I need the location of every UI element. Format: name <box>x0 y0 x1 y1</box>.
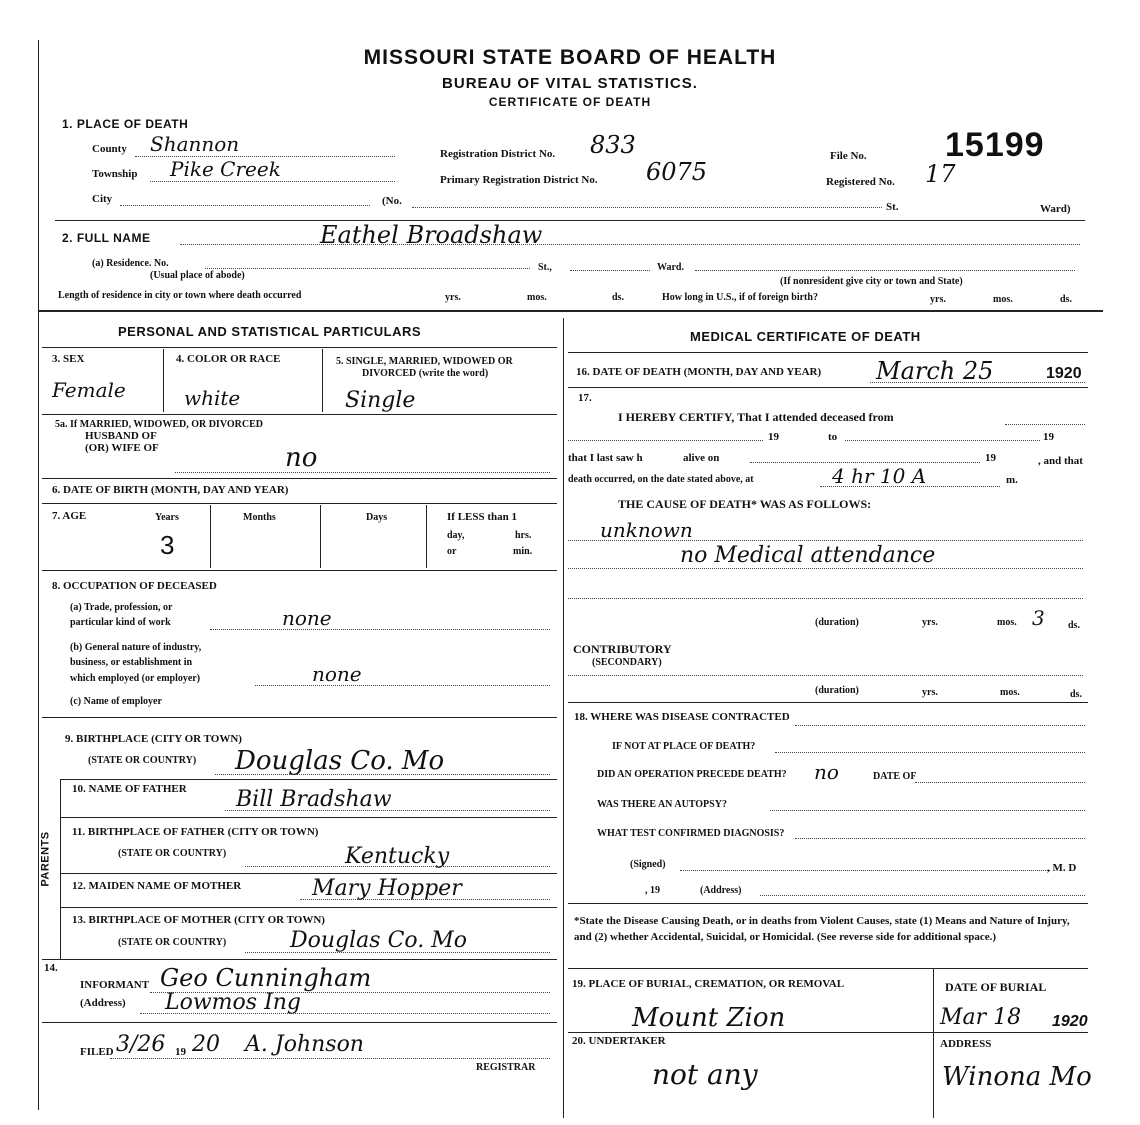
informant-label: INFORMANT <box>80 979 150 991</box>
file-no-value: 15199 <box>945 126 1045 164</box>
spouse-label-1: 5a. If MARRIED, WIDOWED, OR DIVORCED <box>55 419 263 430</box>
spouse-label-2: HUSBAND OF <box>85 430 157 442</box>
trade-label-1: (a) Trade, profession, or <box>70 602 173 613</box>
length-yrs-label: yrs. <box>445 292 461 303</box>
age-label: 7. AGE <box>52 510 87 522</box>
mother-birthplace-label: 13. BIRTHPLACE OF MOTHER (CITY OR TOWN) <box>72 914 325 926</box>
less-day-label: day, <box>447 530 465 541</box>
full-name-label: 2. FULL NAME <box>62 231 151 245</box>
duration-mos-value: 3 <box>1032 606 1045 630</box>
duration-ds-label-2: ds. <box>1070 689 1082 700</box>
father-birthplace-label: 11. BIRTHPLACE OF FATHER (CITY OR TOWN) <box>72 826 319 838</box>
and-that-label: , and that <box>1038 455 1083 467</box>
sex-value: Female <box>52 378 126 402</box>
place-of-death-label: 1. PLACE OF DEATH <box>62 117 189 131</box>
reg-district-value: 833 <box>590 131 636 159</box>
undertaker-label: 20. UNDERTAKER <box>572 1035 666 1047</box>
no-label: (No. <box>382 195 402 207</box>
primary-reg-label: Primary Registration District No. <box>440 174 598 186</box>
time-of-death-value: 4 hr 10 A <box>832 464 927 488</box>
filed-date: 3/26 <box>116 1032 166 1057</box>
sex-label: 3. SEX <box>52 353 85 365</box>
birthplace-state-label: (STATE OR COUNTRY) <box>88 755 197 766</box>
industry-label-1: (b) General nature of industry, <box>70 642 202 653</box>
burial-place-value: Mount Zion <box>632 1003 786 1033</box>
ward-label: Ward) <box>1040 203 1071 215</box>
alive-on-label: alive on <box>683 452 720 464</box>
burial-place-label: 19. PLACE OF BURIAL, CREMATION, OR REMOVAL <box>572 978 845 990</box>
date-of-label: DATE OF <box>873 771 917 782</box>
duration-mos-label-2: mos. <box>1000 687 1020 698</box>
file-no-label: File No. <box>830 150 867 162</box>
city-label: City <box>92 193 113 205</box>
to-label: to <box>828 431 838 443</box>
contributory-label: CONTRIBUTORY <box>573 642 672 656</box>
date-of-death-label: 16. DATE OF DEATH (MONTH, DAY AND YEAR) <box>576 366 822 378</box>
father-value: Bill Bradshaw <box>236 787 392 812</box>
years-label: Years <box>155 512 179 523</box>
length-ds-label: ds. <box>612 292 624 303</box>
age-years-value: 3 <box>160 530 175 560</box>
township-label: Township <box>92 168 138 180</box>
bureau-title: BUREAU OF VITAL STATISTICS. <box>442 75 698 92</box>
board-title: MISSOURI STATE BOARD OF HEALTH <box>363 46 777 69</box>
st-label: St. <box>886 201 899 213</box>
cause-note: *State the Disease Causing Death, or in deaths from Violent Causes, state (1) Means and Nature of Injury, and (2) whether Accidental, Suicidal, or Homicidal. (See reverse side for additional space.) <box>574 915 1070 943</box>
last-saw-label: that I last saw h <box>568 452 643 464</box>
mother-state-label: (STATE OR COUNTRY) <box>118 937 227 948</box>
cause-value-1: unknown <box>600 518 693 542</box>
from-19-label: 19 <box>768 431 779 443</box>
less-than-label: If LESS than 1 <box>447 511 518 523</box>
cause-value-2: no Medical attendance <box>680 543 936 568</box>
duration-mos-label-1: mos. <box>997 617 1017 628</box>
spouse-value: no <box>285 443 318 473</box>
md-label: , M. D <box>1047 862 1077 874</box>
birthplace-label: 9. BIRTHPLACE (CITY OR TOWN) <box>65 733 242 745</box>
marital-value: Single <box>345 388 416 413</box>
death-occurred-label: death occurred, on the date stated above, at <box>568 474 754 485</box>
burial-year-value: 1920 <box>1052 1013 1088 1030</box>
duration-label-1: (duration) <box>815 617 859 628</box>
residence-st-label: St., <box>538 262 552 273</box>
operation-value: no <box>814 760 839 784</box>
cause-label: THE CAUSE OF DEATH* WAS AS FOLLOWS: <box>618 497 872 511</box>
occupation-label: 8. OCCUPATION OF DECEASED <box>52 580 217 592</box>
item-17-label: 17. <box>578 392 592 404</box>
foreign-birth-label: How long in U.S., if of foreign birth? <box>662 292 818 303</box>
duration-ds-label-1: ds. <box>1068 620 1080 631</box>
not-place-label: IF NOT AT PLACE OF DEATH? <box>612 741 756 752</box>
father-birthplace-value: Kentucky <box>345 844 450 869</box>
birthplace-value: Douglas Co. Mo <box>235 746 445 776</box>
father-state-label: (STATE OR COUNTRY) <box>118 848 227 859</box>
signed-address-label: (Address) <box>700 885 742 896</box>
father-label: 10. NAME OF FATHER <box>72 783 187 795</box>
industry-label-2: business, or establishment in <box>70 657 193 668</box>
days-label: Days <box>366 512 388 523</box>
duration-yrs-label-1: yrs. <box>922 617 938 628</box>
residence-label: (a) Residence. No. <box>92 258 169 269</box>
burial-date-label: DATE OF BURIAL <box>945 980 1047 994</box>
time-m-label: m. <box>1006 474 1018 486</box>
color-value: white <box>184 386 241 410</box>
industry-value: none <box>312 662 362 686</box>
to-19-label: 19 <box>1043 431 1054 443</box>
county-value: Shannon <box>150 132 240 156</box>
duration-label-2: (duration) <box>815 685 859 696</box>
mother-birthplace-value: Douglas Co. Mo <box>290 928 468 953</box>
undertaker-value: not any <box>652 1058 758 1091</box>
informant-value: Geo Cunningham <box>160 964 372 992</box>
mother-value: Mary Hopper <box>312 876 462 901</box>
signed-19-label: , 19 <box>645 885 660 896</box>
filed-label: FILED <box>80 1046 114 1058</box>
foreign-yrs-label: yrs. <box>930 294 946 305</box>
date-of-death-value: March 25 <box>876 357 994 385</box>
marital-label-2: DIVORCED (write the word) <box>362 368 489 379</box>
months-label: Months <box>243 512 276 523</box>
primary-reg-value: 6075 <box>646 158 708 186</box>
township-value: Pike Creek <box>170 157 281 181</box>
year-of-death-value: 1920 <box>1046 365 1082 382</box>
medical-title: MEDICAL CERTIFICATE OF DEATH <box>690 329 921 344</box>
registrar-signature: A. Johnson <box>245 1032 364 1057</box>
filed-year: 20 <box>192 1032 220 1057</box>
industry-label-3: which employed (or employer) <box>70 673 201 684</box>
test-label: WHAT TEST CONFIRMED DIAGNOSIS? <box>597 828 785 839</box>
trade-label-2: particular kind of work <box>70 617 171 628</box>
parents-label: PARENTS <box>39 831 52 887</box>
registered-label: Registered No. <box>826 176 895 188</box>
undertaker-address-label: ADDRESS <box>940 1038 992 1050</box>
foreign-mos-label: mos. <box>993 294 1013 305</box>
nonresident-note: (If nonresident give city or town and State) <box>780 276 963 287</box>
undertaker-address-value: Winona Mo <box>942 1062 1092 1092</box>
filed-year-prefix: 19 <box>175 1046 186 1058</box>
county-label: County <box>92 143 127 155</box>
length-residence-label: Length of residence in city or town where death occurred <box>58 290 302 301</box>
operation-label: DID AN OPERATION PRECEDE DEATH? <box>597 769 787 780</box>
duration-yrs-label-2: yrs. <box>922 687 938 698</box>
spouse-label-3: (OR) WIFE OF <box>85 442 159 454</box>
less-or-label: or <box>447 546 457 557</box>
informant-address-value: Lowmos Ing <box>165 990 302 1015</box>
certificate-title: CERTIFICATE OF DEATH <box>488 95 652 109</box>
residence-ward-label: Ward. <box>657 262 684 273</box>
personal-title: PERSONAL AND STATISTICAL PARTICULARS <box>118 324 422 339</box>
usual-abode-label: (Usual place of abode) <box>150 270 245 281</box>
color-label: 4. COLOR OR RACE <box>176 353 281 365</box>
signed-label: (Signed) <box>630 859 666 870</box>
dob-label: 6. DATE OF BIRTH (MONTH, DAY AND YEAR) <box>52 484 289 496</box>
employer-label: (c) Name of employer <box>70 696 162 707</box>
trade-value: none <box>282 606 332 630</box>
less-min-label: min. <box>513 546 533 557</box>
mother-label: 12. MAIDEN NAME OF MOTHER <box>72 880 242 892</box>
foreign-ds-label: ds. <box>1060 294 1072 305</box>
certify-text: I HEREBY CERTIFY, That I attended deceased from <box>618 410 894 424</box>
reg-district-label: Registration District No. <box>440 148 556 160</box>
registrar-label: REGISTRAR <box>476 1062 536 1073</box>
informant-number: 14. <box>44 962 58 974</box>
full-name-value: Eathel Broadshaw <box>320 221 543 249</box>
marital-label-1: 5. SINGLE, MARRIED, WIDOWED OR <box>336 356 513 367</box>
burial-date-value: Mar 18 <box>940 1005 1022 1030</box>
informant-address-label: (Address) <box>80 997 126 1009</box>
length-mos-label: mos. <box>527 292 547 303</box>
secondary-label: (SECONDARY) <box>592 657 662 668</box>
contracted-label: 18. WHERE WAS DISEASE CONTRACTED <box>574 711 790 723</box>
less-hrs-label: hrs. <box>515 530 532 541</box>
alive-19-label: 19 <box>985 452 996 464</box>
autopsy-label: WAS THERE AN AUTOPSY? <box>597 799 727 810</box>
registered-value: 17 <box>925 160 956 188</box>
